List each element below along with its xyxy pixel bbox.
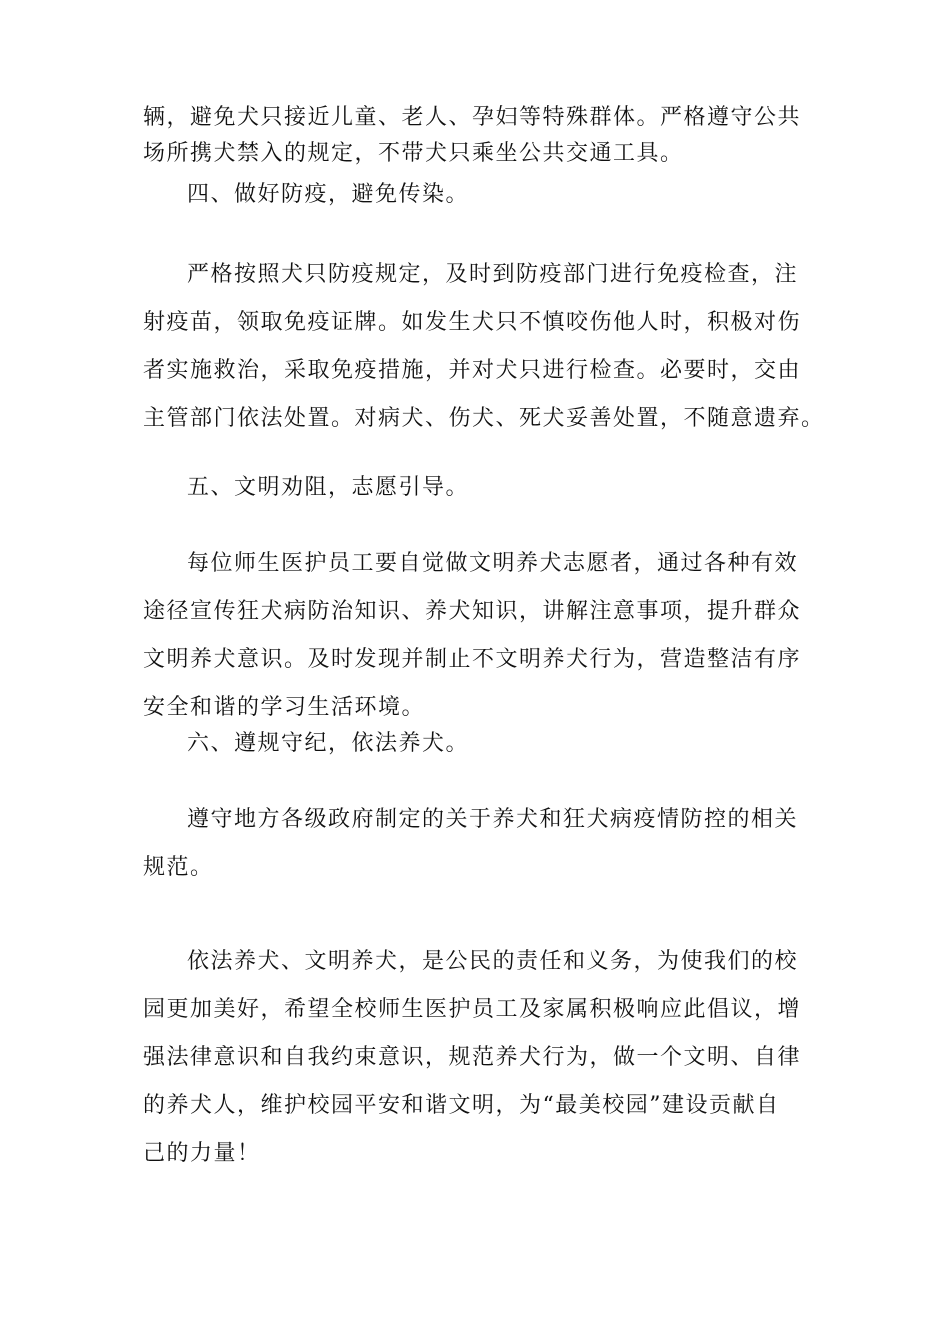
heading-text: 五、文明劝阻，志愿引导。	[187, 475, 470, 500]
text-line: 遵守地方各级政府制定的关于养犬和狂犬病疫情防控的相关	[187, 807, 799, 832]
text-line: 每位师生医护员工要自觉做文明养犬志愿者，通过各种有效	[187, 551, 799, 576]
heading-text: 六、遵规守纪，依法养犬。	[187, 731, 470, 756]
section-heading-5	[143, 464, 813, 512]
heading-text: 四、做好防疫，避免传染。	[187, 182, 470, 207]
text-line: 途径宣传狂犬病防治知识、养犬知识，讲解注意事项，提升群众	[143, 599, 802, 624]
text-line: 园更加美好，希望全校师生医护员工及家属积极响应此倡议，增	[143, 997, 802, 1022]
paragraph-continuation	[143, 100, 813, 172]
text-line: 安全和谐的学习生活环境。	[143, 695, 426, 720]
text-line: 者实施救治，采取免疫措施，并对犬只进行检查。必要时，交由	[143, 358, 802, 383]
text-line: 主管部门依法处置。对病犬、伤犬、死犬妥善处置，不随意遗弃。	[143, 406, 825, 431]
text-line: 己的力量！	[143, 1141, 261, 1166]
text-line: 的养犬人，维护校园平安和谐文明，为“最美校园”建设贡献自	[143, 1093, 780, 1118]
text-line: 依法养犬、文明养犬，是公民的责任和义务，为使我们的校	[187, 949, 799, 974]
paragraph-volunteer-guidance	[143, 540, 813, 732]
text-line: 辆，避免犬只接近儿童、老人、孕妇等特殊群体。严格遵守公共	[143, 105, 802, 130]
text-line: 射疫苗，领取免疫证牌。如发生犬只不慎咬伤他人时，积极对伤	[143, 310, 802, 335]
paragraph-closing	[143, 938, 813, 1178]
text-line: 严格按照犬只防疫规定，及时到防疫部门进行免疫检查，注	[187, 262, 799, 287]
paragraph-epidemic-prevention	[143, 251, 825, 443]
text-line: 强法律意识和自我约束意识，规范养犬行为，做一个文明、自律	[143, 1045, 802, 1070]
section-heading-6	[143, 720, 813, 768]
text-line: 文明养犬意识。及时发现并制止不文明养犬行为，营造整洁有序	[143, 647, 802, 672]
text-line: 场所携犬禁入的规定，不带犬只乘坐公共交通工具。	[143, 141, 684, 166]
paragraph-regulations	[143, 796, 813, 892]
section-heading-4	[143, 171, 813, 219]
text-line: 规范。	[143, 855, 214, 880]
